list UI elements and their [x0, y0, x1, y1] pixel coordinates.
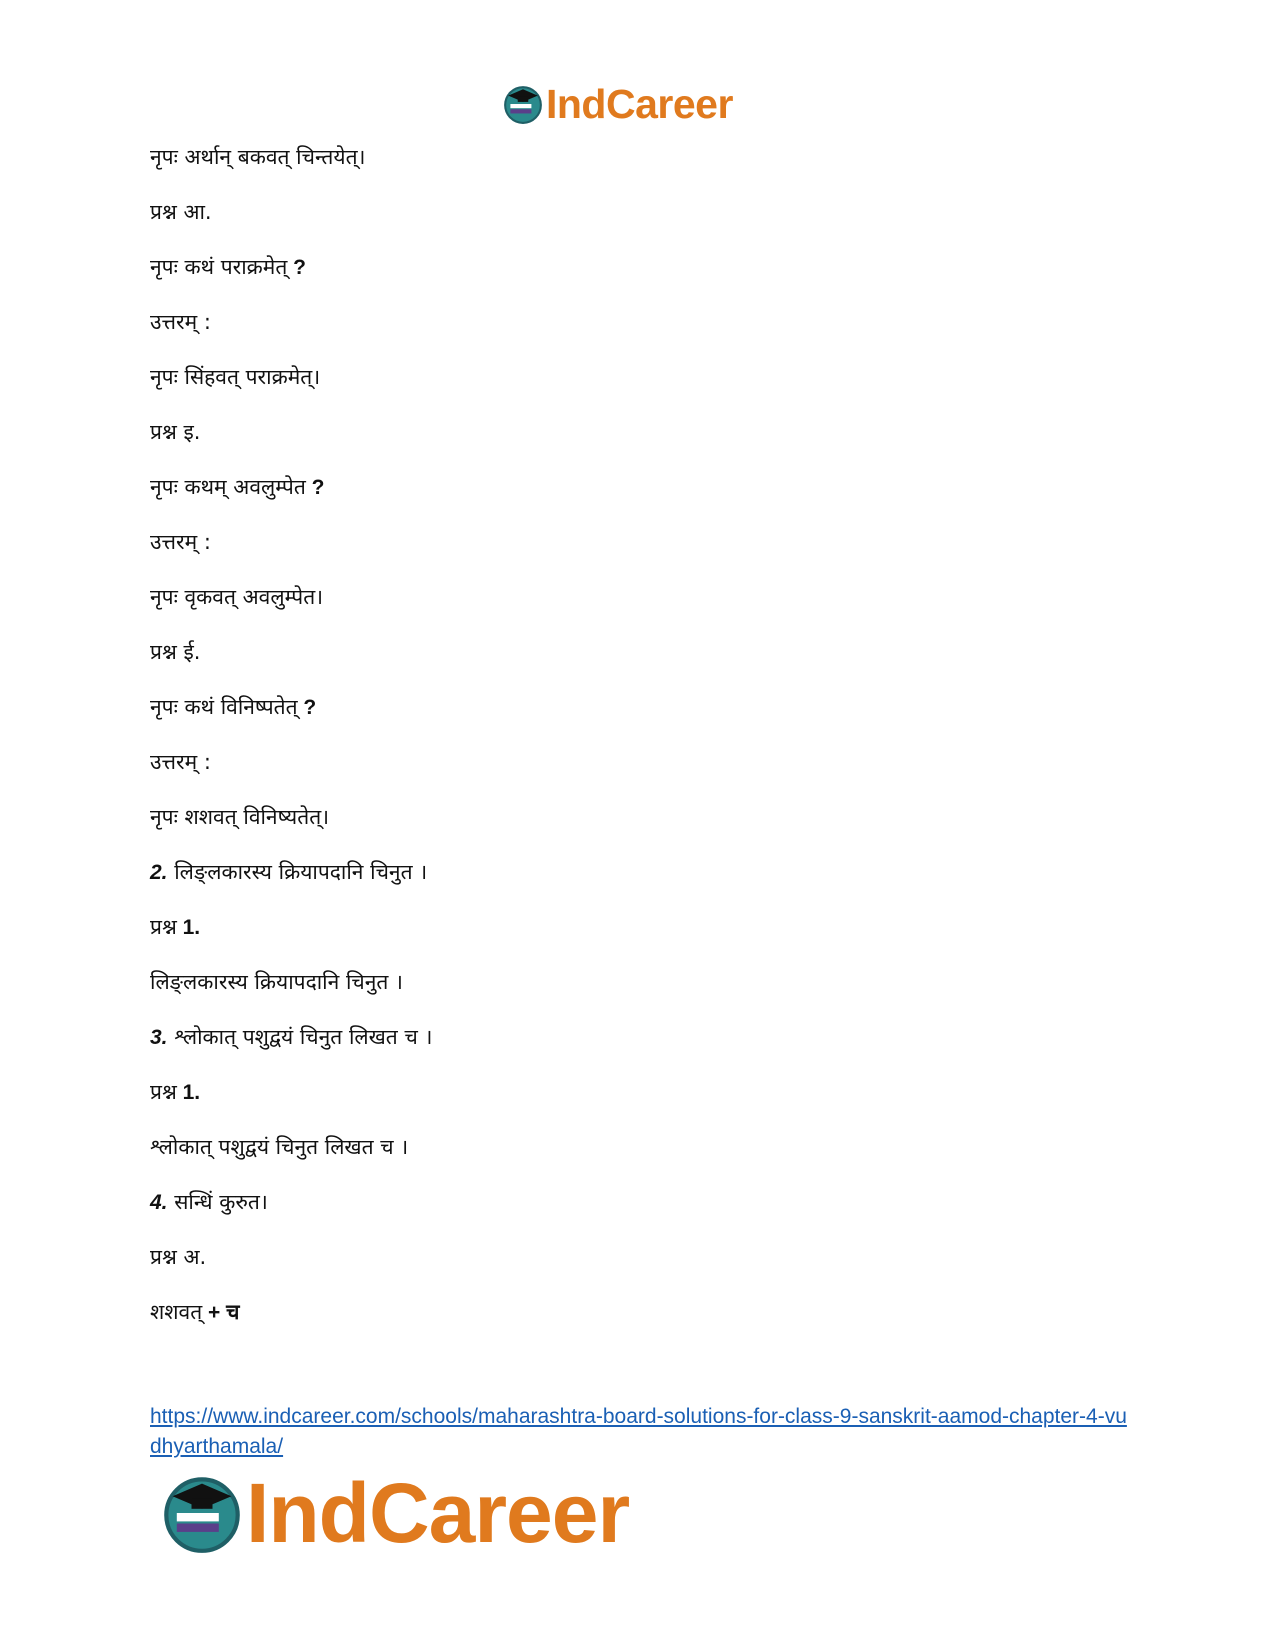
- question-label: प्रश्न ई.: [150, 640, 201, 664]
- question-label: प्रश्न: [150, 915, 177, 939]
- question-operator: + च: [202, 1301, 240, 1324]
- answer-label: उत्तरम् :: [150, 310, 211, 334]
- question-mark: ?: [297, 696, 317, 719]
- section-number: 2.: [150, 861, 168, 884]
- text-line: [150, 1295, 1150, 1350]
- footer-logo: [160, 1468, 629, 1558]
- logo-text: IndCareer: [246, 1466, 630, 1560]
- answer-text: नृपः सिंहवत् पराक्रमेत्।: [150, 365, 321, 389]
- source-link[interactable]: https://www.indcareer.com/schools/maharashtra-board-solutions-for-class-9-sanskrit-aamod-chapter-4-vudhyarthamala/: [150, 1405, 1127, 1458]
- text-line: [150, 1240, 1150, 1295]
- question-text: लिङ्लकारस्य क्रियापदानि चिनुत ।: [150, 970, 403, 994]
- text-line: [150, 140, 1150, 195]
- text-line: [150, 305, 1150, 360]
- line-text: नृपः अर्थान् बकवत् चिन्तयेत्।: [150, 145, 366, 169]
- text-line: [150, 1130, 1150, 1185]
- question-text: शशवत्: [150, 1300, 203, 1324]
- document-body: [150, 140, 1150, 1350]
- question-label: प्रश्न इ.: [150, 420, 201, 444]
- text-line: [150, 910, 1150, 965]
- section-heading: श्लोकात् पशुद्वयं चिनुत लिखत च ।: [167, 1025, 433, 1049]
- question-mark: ?: [305, 476, 325, 499]
- text-line: [150, 800, 1150, 855]
- text-line: [150, 360, 1150, 415]
- answer-text: नृपः शशवत् विनिष्यतेत्।: [150, 805, 330, 829]
- answer-label: उत्तरम् :: [150, 530, 211, 554]
- question-text: नृपः कथं पराक्रमेत्: [150, 255, 288, 279]
- text-line: [150, 415, 1150, 470]
- text-line: [150, 525, 1150, 580]
- section-heading: लिङ्लकारस्य क्रियापदानि चिनुत ।: [167, 860, 428, 884]
- question-mark: ?: [287, 256, 307, 279]
- question-text: नृपः कथम् अवलुम्पेत: [150, 475, 306, 499]
- text-line: [150, 195, 1150, 250]
- text-line: [150, 690, 1150, 745]
- text-line: [150, 635, 1150, 690]
- question-text: श्लोकात् पशुद्वयं चिनुत लिखत च ।: [150, 1135, 409, 1159]
- text-line: [150, 855, 1150, 910]
- text-line: [150, 1185, 1150, 1240]
- section-number: 4.: [150, 1191, 168, 1214]
- question-number: 1.: [176, 916, 201, 939]
- question-label: प्रश्न अ.: [150, 1245, 207, 1269]
- section-heading: सन्धिं कुरुत।: [167, 1190, 268, 1214]
- header-logo: [502, 80, 733, 128]
- text-line: [150, 470, 1150, 525]
- text-line: [150, 1075, 1150, 1130]
- text-line: [150, 580, 1150, 635]
- graduation-globe-icon: [160, 1471, 244, 1555]
- section-number: 3.: [150, 1026, 168, 1049]
- logo-text: IndCareer: [546, 80, 733, 127]
- answer-label: उत्तरम् :: [150, 750, 211, 774]
- question-text: नृपः कथं विनिष्पतेत्: [150, 695, 298, 719]
- text-line: [150, 745, 1150, 800]
- question-label: प्रश्न: [150, 1080, 177, 1104]
- graduation-globe-icon: [502, 83, 544, 125]
- answer-text: नृपः वृकवत् अवलुम्पेत।: [150, 585, 324, 609]
- text-line: [150, 965, 1150, 1020]
- question-number: 1.: [176, 1081, 201, 1104]
- text-line: [150, 1020, 1150, 1075]
- text-line: [150, 250, 1150, 305]
- question-label: प्रश्न आ.: [150, 200, 212, 224]
